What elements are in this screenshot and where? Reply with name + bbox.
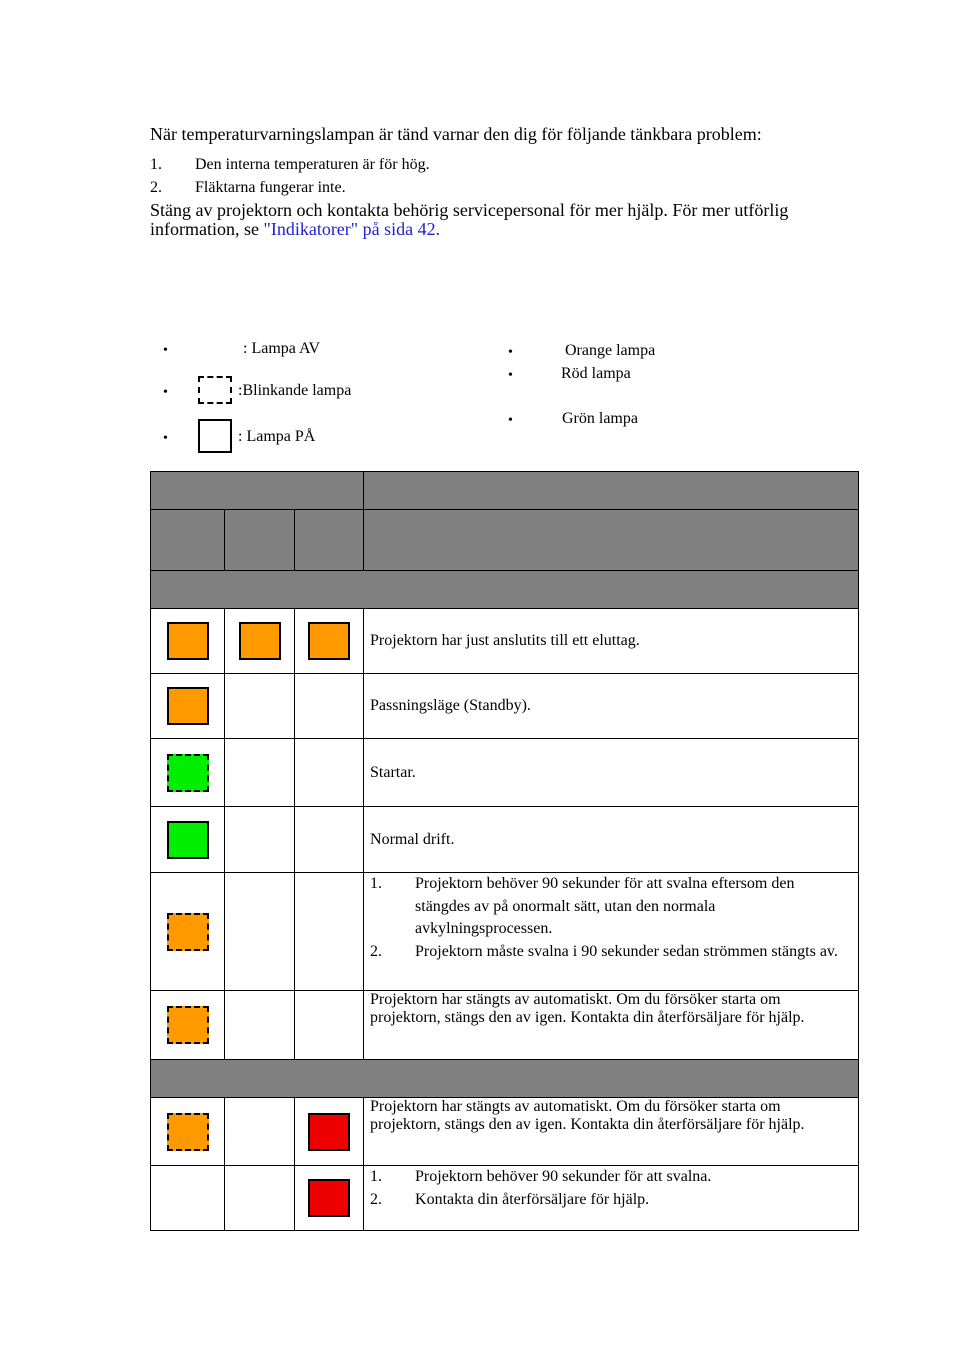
header-cell [151,510,225,571]
legend-lamp-off: : Lampa AV [243,340,321,357]
status-description: Projektorn har stängts av automatiskt. Om du försöker starta om projektorn, stängs den av igen. Kontakta din återförsäljare för hjälp. [364,1098,859,1166]
header-cell [364,510,859,571]
lamp-cell [295,873,364,991]
list-item [370,873,852,941]
list-text: Kontakta din återförsäljare för hjälp. [415,1190,650,1208]
orange-lamp-icon [167,1113,209,1151]
lamp-cell [225,1166,295,1231]
lamp-cell [151,1166,225,1231]
legend-green-lamp: Grön lampa [562,410,638,427]
lamp-cell [295,991,364,1060]
list-text: Projektorn behöver 90 sekunder för att svalna eftersom den stängdes av på onormalt sätt, utan den normala avkylningsprocessen. [415,875,795,937]
bullet: • [163,343,168,358]
status-table [150,471,859,1231]
lamp-cell [225,807,295,873]
subheader-row [151,510,859,571]
header-cell [225,510,295,571]
green-lamp-icon [167,754,209,792]
status-description: Normal drift. [364,807,859,873]
bullet: • [508,345,513,360]
legend-orange-lamp: Orange lampa [565,342,656,359]
problem-number: 2. [150,179,162,196]
header-row [151,472,859,510]
lamp-cell [151,807,225,873]
list-text: Projektorn behöver 90 sekunder för att svalna. [415,1168,712,1185]
lamp-cell [151,1098,225,1166]
intro-text: När temperaturvarningslampan är tänd varnar den dig för följande tänkbara problem: [150,124,762,144]
orange-lamp-icon [308,622,350,660]
indicators-link[interactable]: "Indikatorer" på sida 42 [263,219,436,239]
bullet: • [508,368,513,383]
header-cell [295,510,364,571]
list-item [370,1166,852,1189]
list-number: 1. [370,875,383,892]
table-row [151,739,859,807]
orange-lamp-icon [167,622,209,660]
table-row [151,1166,859,1231]
table-row [151,991,859,1060]
lamp-cell [225,1098,295,1166]
problem-item [150,179,346,197]
list-item [370,941,852,964]
problem-text: Fläktarna fungerar inte. [195,179,346,196]
orange-lamp-icon [167,913,209,951]
description-list [370,1166,852,1211]
lamp-cell [225,609,295,674]
section-cell [151,1060,859,1098]
lamp-cell [295,739,364,807]
list-item [370,1189,852,1212]
orange-lamp-icon [167,687,209,725]
bullet: • [163,385,168,400]
problem-item [150,156,430,174]
lamp-cell [151,873,225,991]
lamp-cell [295,674,364,739]
status-description: Passningsläge (Standby). [364,674,859,739]
lamp-cell [151,739,225,807]
bullet: • [163,431,168,446]
section-row [151,1060,859,1098]
table-row [151,609,859,674]
lamp-cell [151,609,225,674]
problem-number: 1. [150,156,162,173]
orange-lamp-icon [239,622,281,660]
problem-text: Den interna temperaturen är för hög. [195,156,430,173]
table-row [151,674,859,739]
header-cell [364,472,859,510]
list-text: Projektorn måste svalna i 90 sekunder sedan strömmen stängts av. [415,942,838,960]
status-description: Startar. [364,739,859,807]
lamp-cell [151,674,225,739]
lamp-cell [295,609,364,674]
green-lamp-icon [167,821,209,859]
bullet: • [508,413,513,428]
lamp-cell [295,1166,364,1231]
table-row [151,807,859,873]
lamp-cell [151,991,225,1060]
section-cell [151,571,859,609]
list-number: 2. [370,1190,383,1208]
status-description [364,873,859,991]
advice-text: Stäng av projektorn och kontakta behörig servicepersonal för mer hjälp. För mer utförlig information, se [150,200,789,239]
lamp-cell [225,991,295,1060]
advice-paragraph [150,201,850,239]
list-number: 1. [370,1168,383,1185]
lamp-on-icon [198,419,232,453]
legend-lamp-blinking: :Blinkande lampa [238,382,352,399]
advice-end: . [435,219,441,239]
legend-red-lamp: Röd lampa [561,365,631,382]
header-cell [151,472,364,510]
section-row [151,571,859,609]
lamp-cell [295,1098,364,1166]
status-description: Projektorn har stängts av automatiskt. Om du försöker starta om projektorn, stängs den av igen. Kontakta din återförsäljare för hjälp. [364,991,859,1060]
lamp-cell [225,674,295,739]
lamp-cell [295,807,364,873]
lamp-cell [225,873,295,991]
orange-lamp-icon [167,1006,209,1044]
legend-lamp-on: : Lampa PÅ [238,428,316,445]
status-description [364,1166,859,1231]
red-lamp-icon [308,1179,350,1217]
description-list [370,873,852,963]
blinking-lamp-icon [198,376,232,404]
table-row [151,873,859,991]
table-row [151,1098,859,1166]
list-number: 2. [370,942,383,960]
lamp-cell [225,739,295,807]
red-lamp-icon [308,1113,350,1151]
status-description: Projektorn har just anslutits till ett eluttag. [364,609,859,674]
